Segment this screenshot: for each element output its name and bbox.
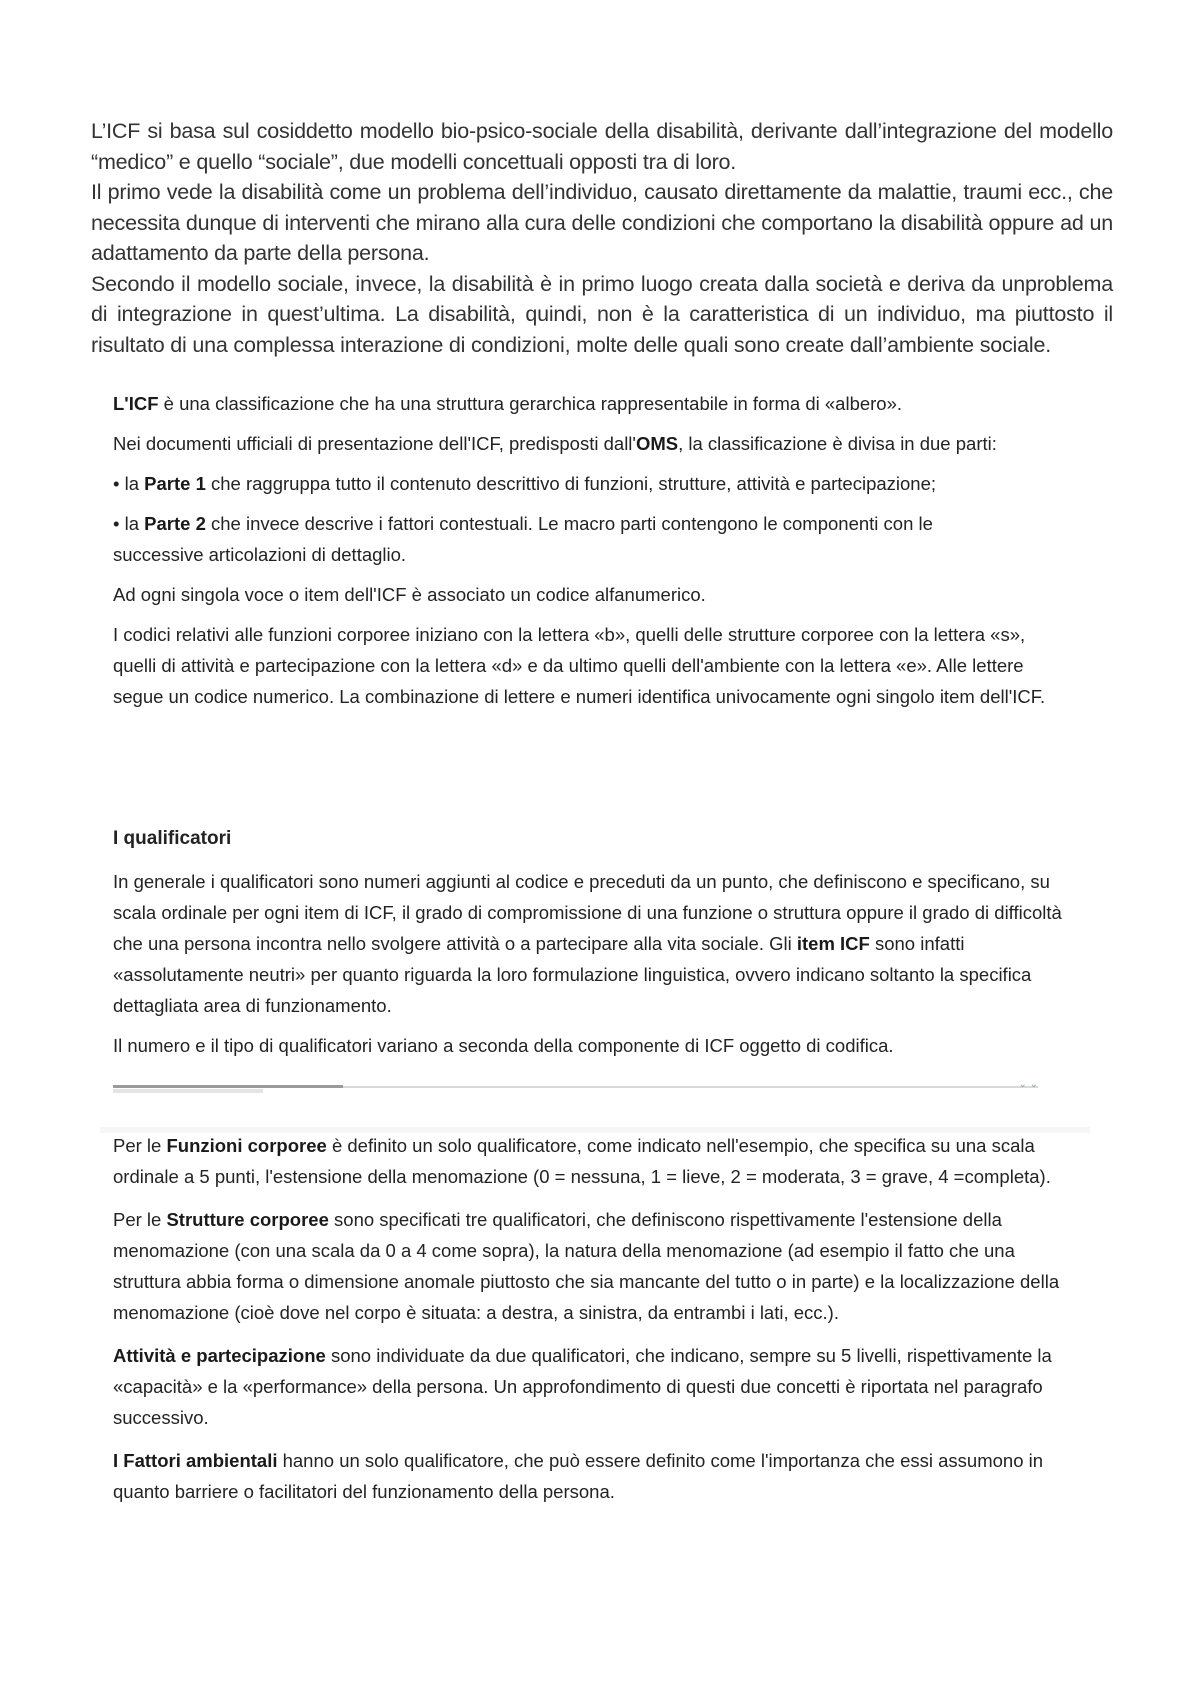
- number-paragraph: Il numero e il tipo di qualificatori variano a seconda della componente di ICF oggetto di codifica.: [113, 1035, 894, 1056]
- docs-paragraph: Nei documenti ufficiali di presentazione dell'ICF, predisposti dall'OMS, la classificazione è divisa in due parti:: [113, 433, 997, 454]
- general-paragraph: In generale i qualificatori sono numeri aggiunti al codice e preceduti da un punto, che definiscono e specificano, su scala ordinale per ogni item di ICF, il grado di compromissione di una funzione o struttura oppure il grado di difficoltà che una persona incontra nello svolgere attività o a partecipare alla vita sociale. Gli item ICF sono infatti «assolutamente neutri» per quanto riguarda la loro formulazione linguistica, ovvero indicano soltanto la specifica dettagliata area di funzionamento.: [113, 871, 1062, 1016]
- intro-paragraph-3: Secondo il modello sociale, invece, la disabilità è in primo luogo creata dalla società e deriva da unproblema di integrazione in quest’ultima. La disabilità, quindi, non è la caratteristica di un individuo, ma piuttosto il risultato di una complessa interazione di condizioni, molte delle quali sono create dall’ambiente sociale.: [91, 271, 1113, 357]
- intro-paragraph-1: L’ICF si basa sul cosiddetto modello bio-psico-sociale della disabilità, derivante dall’integrazione del modello “medico” e quello “sociale”, due modelli concettuali opposti tra di loro.: [91, 119, 1113, 174]
- code-paragraph: Ad ogni singola voce o item dell'ICF è associato un codice alfanumerico.: [113, 584, 706, 605]
- part2-paragraph: • la Parte 2 che invece descrive i fattori contestuali. Le macro parti contengono le componenti con le successive articolazioni di dettaglio.: [113, 513, 933, 565]
- attivita-paragraph: Attività e partecipazione sono individuate da due qualificatori, che indicano, sempre su 5 livelli, rispettivamente la «capacità» e la «performance» della persona. Un approfondimento di questi due concetti è riportata nel paragrafo successivo.: [113, 1345, 1052, 1428]
- fattori-paragraph: I Fattori ambientali hanno un solo qualificatore, che può essere definito come l'importanza che essi assumono in quanto barriere o facilitatori del funzionamento della persona.: [113, 1450, 1044, 1502]
- chevron-down-icon: ⌄ ⌄: [1018, 1079, 1038, 1090]
- qualifiers-heading: I qualificatori: [113, 828, 232, 849]
- excerpt-components: [113, 1130, 1073, 1507]
- strutture-paragraph: Per le Strutture corporee sono specificati tre qualificatori, che definiscono rispettivamente l'estensione della menomazione (con una scala da 0 a 4 come sopra), la natura della menomazione (ad esempio il fatto che una struttura abbia forma o dimensione anomale piuttosto che sia mancante del tutto o in parte) e la localizzazione della menomazione (cioè dove nel corpo è situata: a destra, a sinistra, da entrambi i lati, ecc.).: [113, 1209, 1060, 1323]
- excerpt-icf-structure: [113, 388, 1093, 712]
- intro-paragraph-2: Il primo vede la disabilità come un problema dell’individuo, causato direttamente da malattie, traumi ecc., che necessita dunque di interventi che mirano alla cura delle condizioni che comportano la disabilità oppure ad un adattamento da parte della persona.: [91, 180, 1113, 265]
- intro-text: [91, 116, 1113, 360]
- letters-paragraph: I codici relativi alle funzioni corporee iniziano con la lettera «b», quelli delle strutture corporee con la lettera «s», quelli di attività e partecipazione con la lettera «d» e da ultimo quelli dell'ambiente con la lettera «e». Alle lettere segue un codice numerico. La combinazione di lettere e numeri identifica univocamente ogni singolo item dell'ICF.: [113, 624, 1046, 707]
- screenshot-divider: [113, 1079, 1038, 1090]
- funzioni-paragraph: Per le Funzioni corporee è definito un solo qualificatore, come indicato nell'esempio, che specifica su una scala ordinale a 5 punti, l'estensione della menomazione (0 = nessuna, 1 = lieve, 2 = moderata, 3 = grave, 4 =completa).: [113, 1135, 1051, 1187]
- part1-paragraph: • la Parte 1 che raggruppa tutto il contenuto descrittivo di funzioni, strutture, attività e partecipazione;: [113, 473, 937, 494]
- tree-paragraph: L'ICF è una classificazione che ha una struttura gerarchica rappresentabile in forma di «albero».: [113, 393, 903, 414]
- excerpt-qualifiers: [113, 823, 1093, 1061]
